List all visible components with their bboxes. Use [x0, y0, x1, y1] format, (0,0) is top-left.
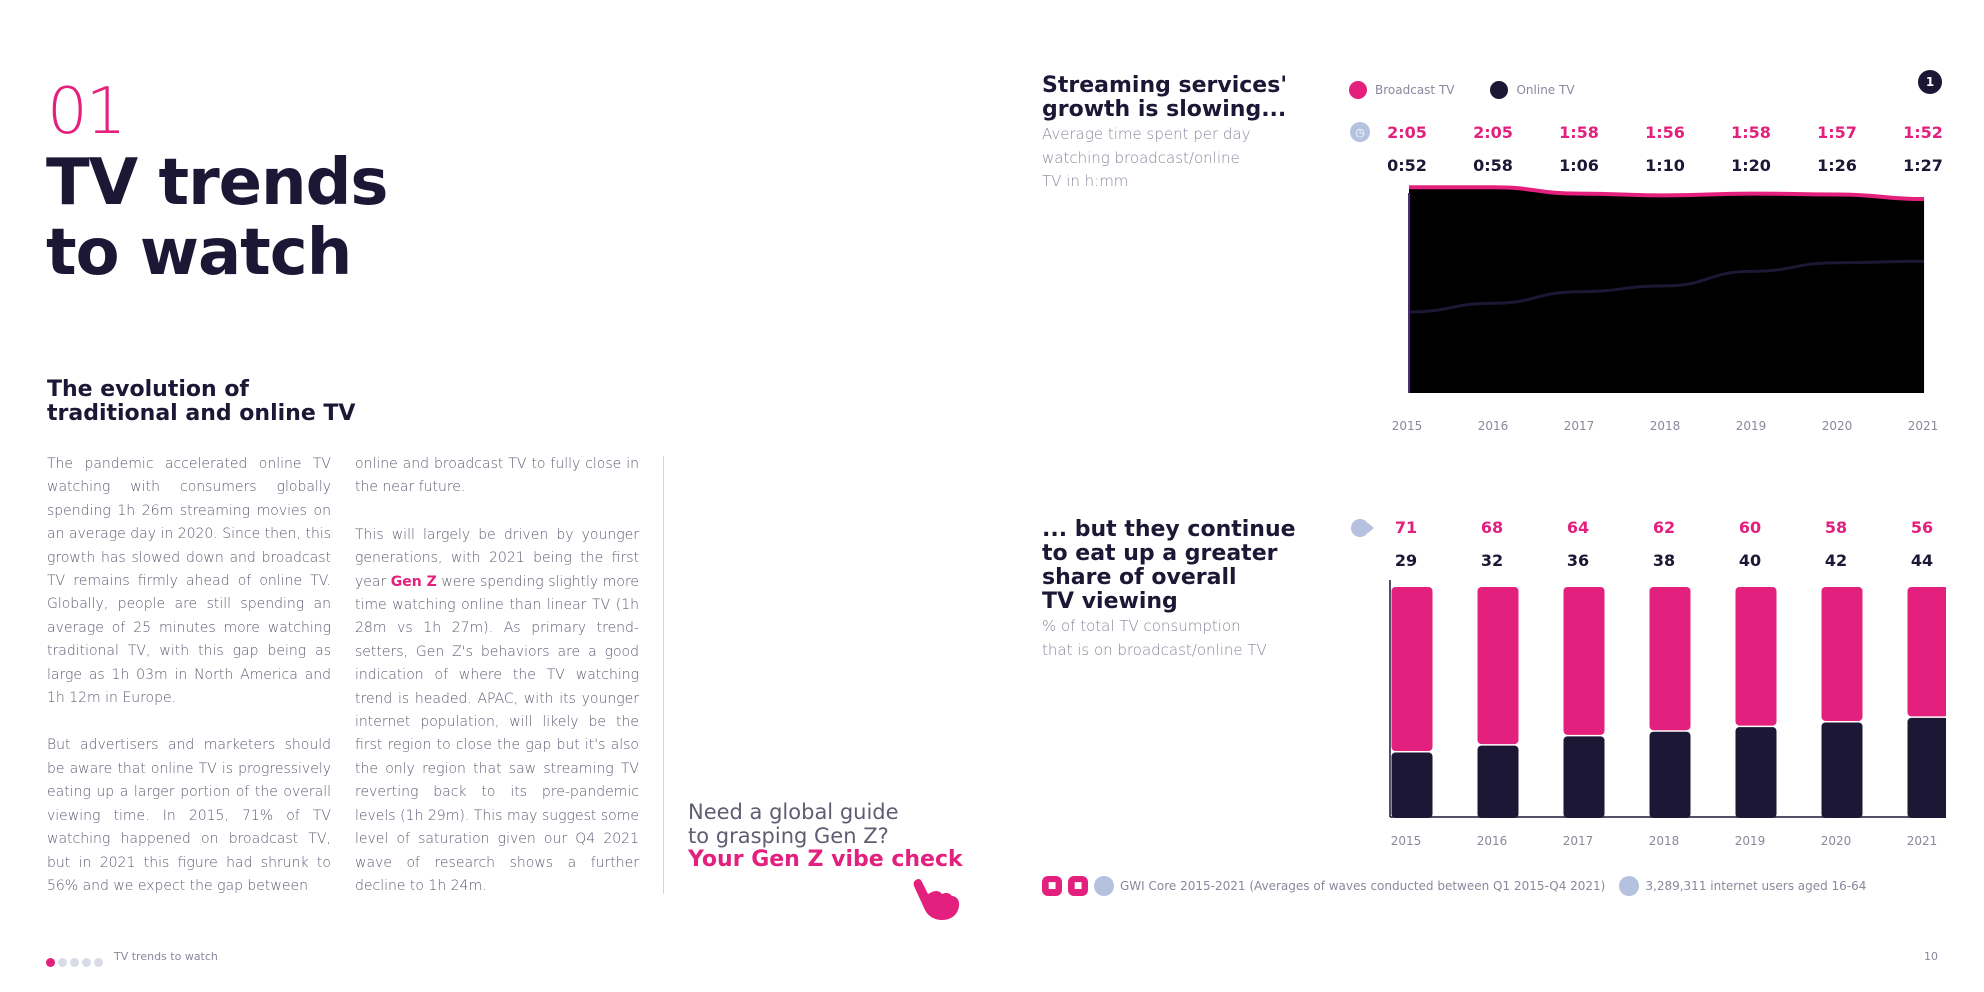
broadcast-area — [1409, 187, 1924, 393]
section-number: 01 — [47, 75, 125, 149]
chart-2-subtitle: % of total TV consumption that is on broadcast/online TV — [1042, 617, 1267, 659]
subtitle-line-1: The evolution of — [47, 377, 250, 402]
broadcast-share-label: 56 — [1910, 518, 1934, 537]
legend-broadcast: Broadcast TV — [1349, 81, 1454, 99]
broadcast-share-label: 68 — [1480, 518, 1504, 537]
broadcast-share-label: 64 — [1566, 518, 1590, 537]
x-tick-label: 2019 — [1735, 419, 1767, 433]
video-icon — [1350, 518, 1374, 538]
online-share-label: 36 — [1566, 551, 1590, 570]
online-share-label: 29 — [1394, 551, 1418, 570]
x-tick-label: 2015 — [1391, 419, 1423, 433]
subtitle-line-2: traditional and online TV — [47, 401, 356, 426]
broadcast-swatch — [1349, 81, 1367, 99]
title-line-1: TV trends — [46, 146, 388, 220]
x-tick-label: 2021 — [1906, 834, 1938, 848]
chart-1-title: Streaming services' growth is slowing... — [1042, 73, 1288, 122]
online-value-label: 1:27 — [1903, 156, 1943, 175]
x-tick-label: 2015 — [1390, 834, 1422, 848]
online-bar — [1392, 753, 1433, 818]
x-tick-label: 2021 — [1907, 419, 1939, 433]
online-share-label: 32 — [1480, 551, 1504, 570]
pointing-hand-icon — [910, 874, 962, 922]
progress-dot — [46, 958, 55, 967]
x-tick-label: 2018 — [1648, 834, 1680, 848]
online-bar — [1650, 732, 1691, 818]
paragraph: But advertisers and marketers should be aware that online TV is progressively eating up a larger portion of the overall viewing time. In 2015, 71% of TV watching happened on broadcast TV, but in 2021 this figure had shrunk to 56% and we expect the gap between — [47, 737, 331, 894]
broadcast-bar — [1736, 587, 1777, 726]
gen-z-vibe-check-link[interactable]: Your Gen Z vibe check — [688, 847, 963, 872]
online-share-label: 40 — [1738, 551, 1762, 570]
info-badge[interactable]: 1 — [1918, 70, 1942, 94]
online-value-label: 1:20 — [1731, 156, 1771, 175]
progress-dot — [94, 958, 103, 967]
online-value-label: 1:10 — [1645, 156, 1685, 175]
online-bar — [1822, 722, 1863, 818]
online-swatch — [1490, 81, 1508, 99]
x-tick-label: 2017 — [1563, 419, 1595, 433]
page-number: 10 — [1924, 950, 1938, 963]
broadcast-value-label: 2:05 — [1387, 123, 1427, 142]
sample-text: 3,289,311 internet users aged 16-64 — [1645, 879, 1867, 893]
progress-dot — [58, 958, 67, 967]
device-badge-icon: ■ — [1068, 876, 1088, 896]
progress-dot — [70, 958, 79, 967]
broadcast-bar — [1392, 587, 1433, 751]
title-line-2: to watch — [46, 216, 352, 290]
source-icon — [1094, 876, 1114, 896]
broadcast-value-label: 2:05 — [1473, 123, 1513, 142]
x-tick-label: 2016 — [1476, 834, 1508, 848]
x-tick-label: 2020 — [1820, 834, 1852, 848]
broadcast-value-label: 1:56 — [1645, 123, 1685, 142]
source-line — [1042, 876, 1866, 896]
online-value-label: 1:26 — [1817, 156, 1857, 175]
online-bar — [1736, 727, 1777, 818]
chart-1-area — [1400, 185, 1940, 400]
chart-legend — [1349, 81, 1575, 99]
progress-dot — [82, 958, 91, 967]
broadcast-share-label: 71 — [1394, 518, 1418, 537]
online-value-label: 0:52 — [1387, 156, 1427, 175]
gen-z-highlight: Gen Z — [390, 573, 437, 590]
online-value-label: 1:06 — [1559, 156, 1599, 175]
broadcast-value-label: 1:52 — [1903, 123, 1943, 142]
chart-1-subtitle: Average time spent per day watching broadcast/online TV in h:mm — [1042, 125, 1251, 190]
broadcast-bar — [1564, 587, 1605, 735]
x-tick-label: 2019 — [1734, 834, 1766, 848]
device-badge-icon: ■ — [1042, 876, 1062, 896]
page-title — [46, 148, 388, 288]
paragraph: This will largely be driven by younger generations, with 2021 being the first year Gen Z were spending slightly more time watching online than linear TV (1h 28m vs 1h 27m). As primary trend-setters, Gen Z's behaviors are a good indication of where the TV watching trend is headed. APAC, with its younger internet population, will likely be the first region to close the gap but it's also the only region that saw streaming TV reverting back to its pre-pandemic levels (1h 29m). This may suggest some level of saturation given our Q4 2021 wave of research shows a further decline to 1h 24m. — [355, 526, 640, 894]
online-bar — [1908, 718, 1947, 818]
cta-text: Need a global guide to grasping Gen Z? — [688, 800, 899, 848]
x-tick-label: 2018 — [1649, 419, 1681, 433]
chart-2-bars — [1386, 580, 1946, 820]
body-column-2 — [355, 453, 639, 922]
broadcast-bar — [1908, 587, 1947, 716]
chart-2-title: ... but they continue to eat up a greater share of overall TV viewing — [1042, 517, 1296, 614]
x-tick-label: 2016 — [1477, 419, 1509, 433]
online-value-label: 0:58 — [1473, 156, 1513, 175]
broadcast-value-label: 1:58 — [1731, 123, 1771, 142]
broadcast-value-label: 1:57 — [1817, 123, 1857, 142]
footer-label: TV trends to watch — [114, 950, 218, 963]
column-divider — [663, 456, 664, 894]
clock-icon: ◷ — [1350, 122, 1370, 142]
broadcast-bar — [1822, 587, 1863, 721]
x-tick-label: 2017 — [1562, 834, 1594, 848]
body-column-1 — [47, 453, 331, 922]
online-share-label: 38 — [1652, 551, 1676, 570]
online-share-label: 42 — [1824, 551, 1848, 570]
broadcast-share-label: 58 — [1824, 518, 1848, 537]
sample-icon — [1619, 876, 1639, 896]
broadcast-bar — [1478, 587, 1519, 744]
legend-online: Online TV — [1490, 81, 1574, 99]
broadcast-bar — [1650, 587, 1691, 730]
broadcast-share-label: 62 — [1652, 518, 1676, 537]
broadcast-value-label: 1:58 — [1559, 123, 1599, 142]
page-progress-dots — [46, 952, 106, 971]
x-tick-label: 2020 — [1821, 419, 1853, 433]
online-bar — [1564, 736, 1605, 818]
online-bar — [1478, 746, 1519, 818]
source-text: GWI Core 2015-2021 (Averages of waves conducted between Q1 2015-Q4 2021) — [1120, 879, 1606, 893]
paragraph: The pandemic accelerated online TV watching with consumers globally spending 1h 26m streaming movies on an average day in 2020. Since then, this growth has slowed down and broadcast TV remains firmly ahead of online TV. Globally, people are still spending an average of 25 minutes more watching traditional TV, with this gap being as large as 1h 03m in North America and 1h 12m in Europe. — [47, 456, 331, 707]
broadcast-share-label: 60 — [1738, 518, 1762, 537]
online-share-label: 44 — [1910, 551, 1934, 570]
paragraph: online and broadcast TV to fully close in the near future. — [355, 456, 639, 496]
section-subtitle — [47, 378, 355, 426]
